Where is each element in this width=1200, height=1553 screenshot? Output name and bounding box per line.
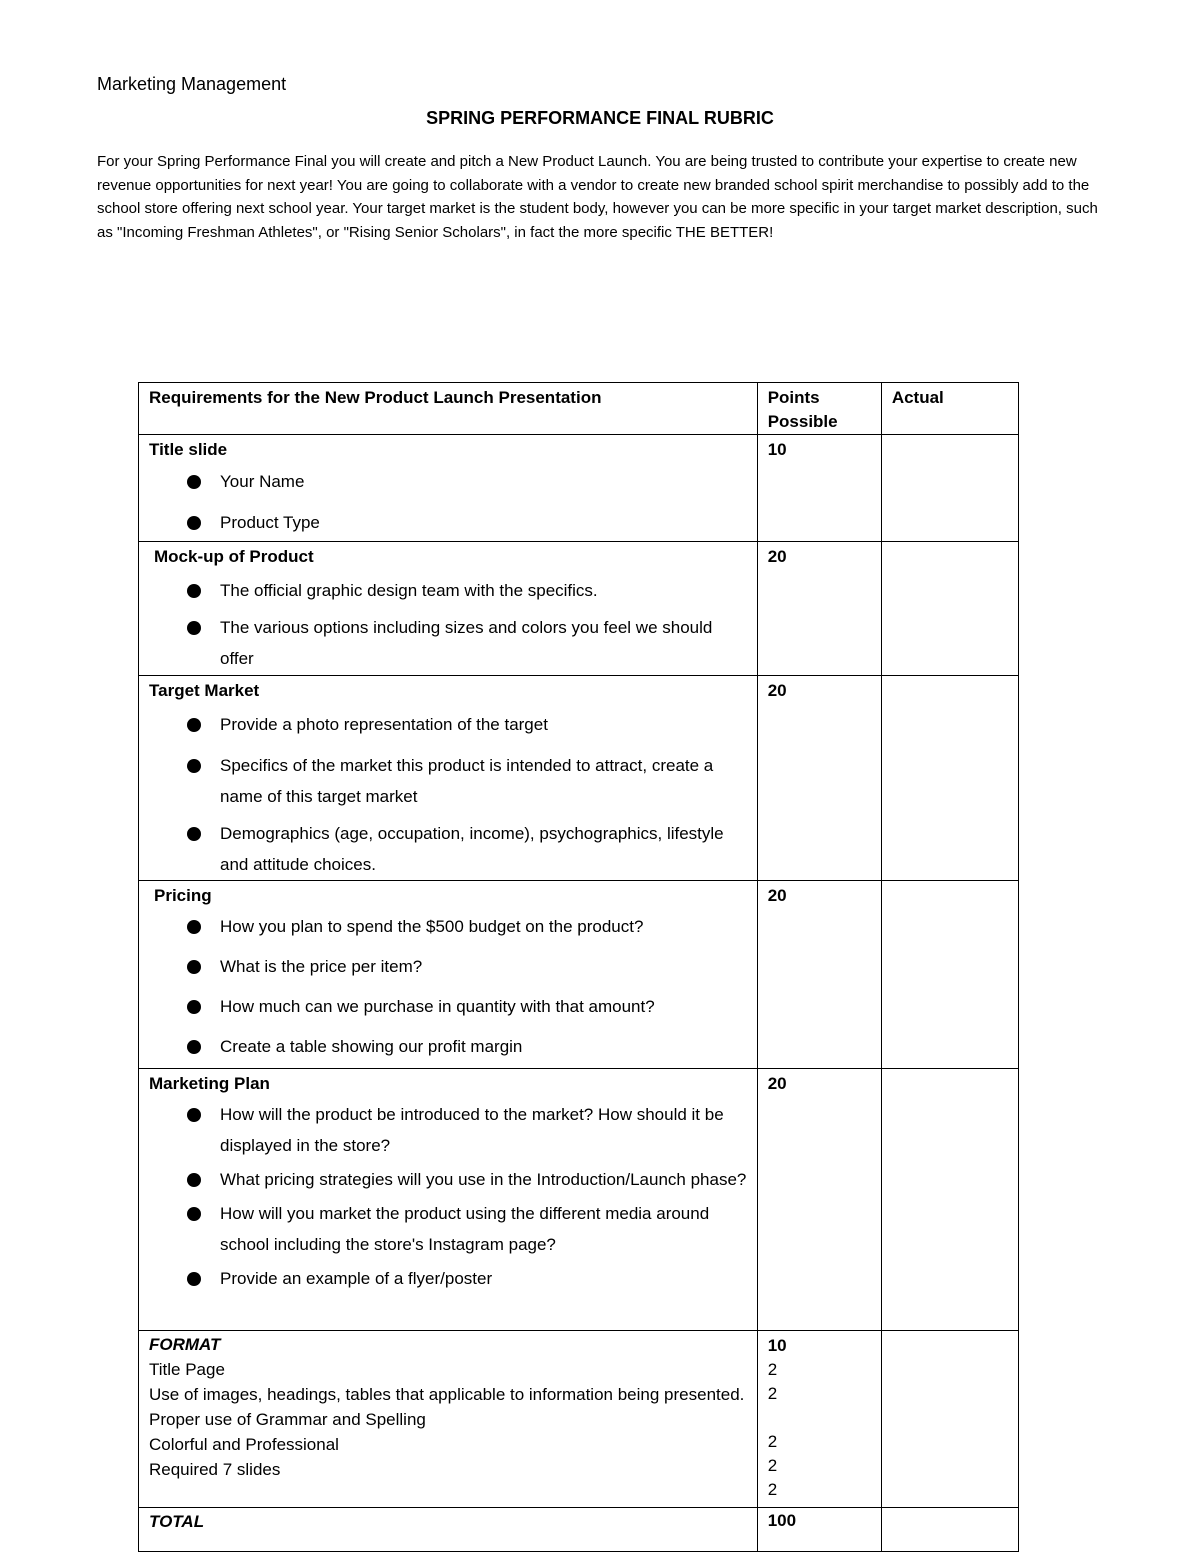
actual-cell — [881, 435, 1018, 542]
section-row-format — [139, 1331, 1019, 1508]
section-cell — [139, 542, 758, 676]
bullet-icon — [187, 1173, 201, 1187]
section-title: Target Market — [149, 681, 260, 700]
bullet-icon — [187, 621, 201, 635]
points-cell: 20 — [757, 542, 881, 676]
bullet-icon — [187, 584, 201, 598]
format-item-points: 2 — [767, 1480, 778, 1499]
section-row-mockup — [139, 542, 1019, 676]
actual-cell — [881, 881, 1018, 1069]
list-item: Provide an example of a flyer/poster — [139, 1263, 757, 1294]
list-item: How you plan to spend the $500 budget on the product? — [139, 911, 757, 942]
points-cell: 20 — [757, 676, 881, 881]
format-item-points: 2 — [767, 1432, 778, 1451]
points-cell: 20 — [757, 1069, 881, 1331]
list-item: The official graphic design team with the specifics. — [139, 575, 757, 606]
bullet-icon — [187, 759, 201, 773]
actual-cell — [881, 1069, 1018, 1331]
list-item: Create a table showing our profit margin — [139, 1031, 757, 1062]
section-title: Marketing Plan — [149, 1074, 270, 1093]
points-cell: 20 — [757, 881, 881, 1069]
list-item: Provide a photo representation of the target — [139, 709, 757, 740]
section-row-target-market — [139, 676, 1019, 881]
intro-paragraph: For your Spring Performance Final you will create and pitch a New Product Launch. You are being trusted to contribute your expertise to create new revenue opportunities for next year! You are going to collaborate with a vendor to create new branded school spirit merchandise to possibly add to the school store offering next school year. Your target market is the student body, however you can be more specific in your target market description, such as "Incoming Freshman Athletes", or "Rising Senior Scholars", in fact the more specific THE BETTER! — [97, 153, 1098, 241]
format-item-points: 2 — [767, 1384, 778, 1403]
section-cell — [139, 1069, 758, 1331]
list-item: How much can we purchase in quantity with that amount? — [139, 991, 757, 1022]
bullet-icon — [187, 1040, 201, 1054]
bullet-list — [139, 911, 757, 1062]
bullet-icon — [187, 920, 201, 934]
bullet-list — [139, 575, 757, 674]
section-title: Mock-up of Product — [154, 547, 314, 566]
format-item-label: Colorful and Professional — [149, 1435, 339, 1454]
actual-cell — [881, 1331, 1018, 1508]
list-item: Demographics (age, occupation, income), psychographics, lifestyle and attitude choices. — [139, 818, 757, 880]
bullet-icon — [187, 827, 201, 841]
format-item-points: 2 — [767, 1360, 778, 1379]
rubric-table — [138, 382, 1019, 1552]
list-item: Your Name — [139, 466, 757, 497]
bullet-list — [139, 466, 757, 538]
bullet-icon — [187, 1108, 201, 1122]
format-points-cell — [757, 1331, 881, 1508]
section-row-pricing — [139, 881, 1019, 1069]
list-item: How will the product be introduced to the market? How should it be displayed in the store? — [139, 1099, 757, 1161]
section-row-marketing-plan — [139, 1069, 1019, 1331]
format-item-points: 2 — [767, 1456, 778, 1475]
bullet-list — [139, 1099, 757, 1294]
header-actual: Actual — [881, 383, 1018, 435]
format-item-label: Proper use of Grammar and Spelling — [149, 1410, 426, 1429]
list-item: The various options including sizes and colors you feel we should offer — [139, 612, 757, 674]
format-points: 10 — [767, 1336, 787, 1355]
bullet-icon — [187, 1000, 201, 1014]
section-row-title-slide — [139, 435, 1019, 542]
actual-cell — [881, 1508, 1018, 1552]
bullet-icon — [187, 516, 201, 530]
list-item: Product Type — [139, 507, 757, 538]
section-cell — [139, 676, 758, 881]
course-name: Marketing Management — [97, 74, 287, 94]
bullet-icon — [187, 718, 201, 732]
bullet-icon — [187, 1272, 201, 1286]
header-points: Points Possible — [757, 383, 881, 435]
rubric-title: SPRING PERFORMANCE FINAL RUBRIC — [426, 108, 774, 128]
table-header-row — [139, 383, 1019, 435]
section-cell — [139, 435, 758, 542]
bullet-icon — [187, 1207, 201, 1221]
format-item-label: Title Page — [149, 1360, 225, 1379]
list-item: What pricing strategies will you use in the Introduction/Launch phase? — [139, 1164, 757, 1195]
total-points-cell: 100 — [757, 1508, 881, 1552]
header-requirements: Requirements for the New Product Launch Presentation — [139, 383, 758, 435]
list-item: Specifics of the market this product is intended to attract, create a name of this target market — [139, 750, 757, 812]
actual-cell — [881, 542, 1018, 676]
section-title: Title slide — [149, 440, 228, 459]
actual-cell — [881, 676, 1018, 881]
section-cell — [139, 881, 758, 1069]
total-label-cell: TOTAL — [139, 1508, 758, 1552]
format-item-label: Use of images, headings, tables that applicable to information being presented. — [149, 1385, 745, 1404]
list-item: What is the price per item? — [139, 951, 757, 982]
total-row — [139, 1508, 1019, 1552]
bullet-icon — [187, 960, 201, 974]
format-title: FORMAT — [149, 1335, 221, 1354]
points-cell: 10 — [757, 435, 881, 542]
format-cell — [139, 1331, 758, 1508]
list-item: How will you market the product using the different media around school including the store's Instagram page? — [139, 1198, 757, 1260]
section-title: Pricing — [154, 886, 212, 905]
format-item-label: Required 7 slides — [149, 1460, 281, 1479]
bullet-list — [139, 709, 757, 880]
bullet-icon — [187, 475, 201, 489]
